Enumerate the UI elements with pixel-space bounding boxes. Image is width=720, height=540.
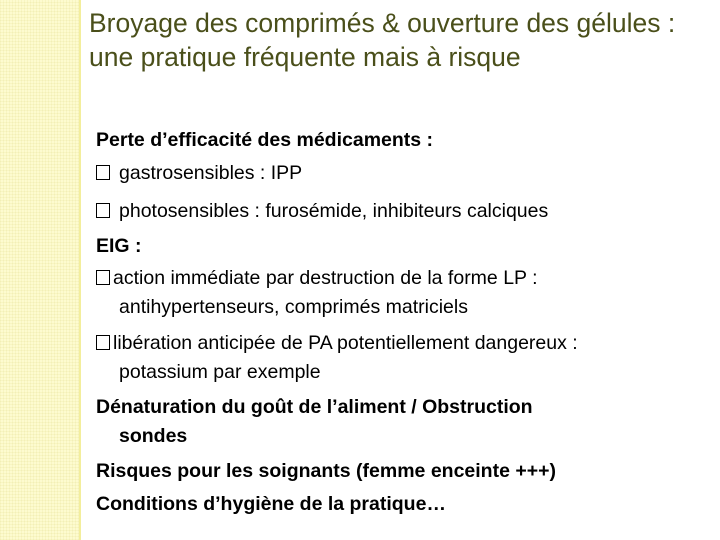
bullet-early-release: [96, 329, 578, 357]
slide-title: Broyage des comprimés & ouverture des gélules : une pratique fréquente mais à risque: [89, 8, 676, 72]
heading-eig: EIG :: [96, 235, 142, 257]
side-band-divider: [79, 0, 81, 540]
bullet-immediate-action-continued: antihypertenseurs, comprimés matriciels: [119, 296, 468, 318]
heading-hygiene-conditions: Conditions d’hygiène de la pratique…: [96, 493, 446, 515]
heading-taste-obstruction-continued: sondes: [119, 425, 188, 447]
heading-taste-obstruction: Dénaturation du goût de l’aliment / Obstruction: [96, 396, 533, 418]
bullet-text: gastrosensibles : IPP: [119, 162, 303, 184]
decorative-side-band: [0, 0, 79, 540]
square-bullet-icon: [96, 270, 110, 285]
bullet-text: libération anticipée de PA potentiellement dangereux :: [113, 332, 578, 354]
heading-loss-of-efficacy: Perte d’efficacité des médicaments :: [96, 129, 434, 151]
bullet-text: photosensibles : furosémide, inhibiteurs calciques: [119, 200, 549, 222]
square-bullet-icon: [96, 335, 110, 350]
heading-caregiver-risks: Risques pour les soignants (femme enceinte +++): [96, 460, 557, 482]
bullet-early-release-continued: potassium par exemple: [119, 361, 321, 383]
bullet-gastrosensitive: [96, 159, 302, 187]
square-bullet-icon: [96, 203, 110, 218]
bullet-text: action immédiate par destruction de la forme LP :: [113, 267, 538, 289]
bullet-photosensitive: [96, 197, 548, 225]
bullet-immediate-action: [96, 264, 538, 292]
square-bullet-icon: [96, 165, 110, 180]
